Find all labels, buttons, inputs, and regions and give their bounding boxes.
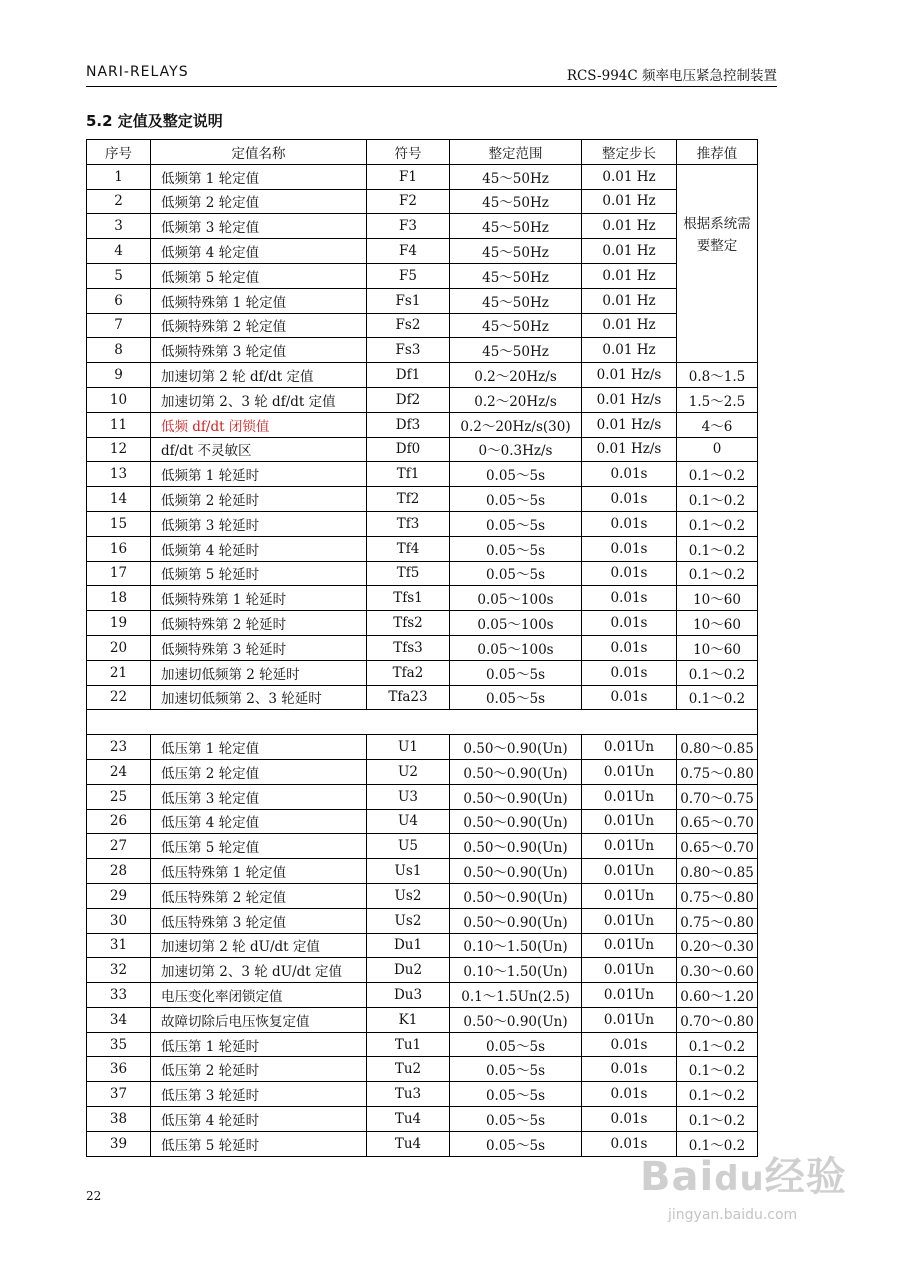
cell-name: 低频第 2 轮定值 <box>151 189 367 214</box>
cell-step: 0.01Un <box>582 983 677 1008</box>
header-range: 整定范围 <box>450 140 582 165</box>
table-row <box>87 635 758 660</box>
cell-name: 低频第 4 轮定值 <box>151 239 367 264</box>
settings-table <box>86 139 758 1157</box>
cell-name: 低频第 5 轮定值 <box>151 263 367 288</box>
cell-range: 0.05～100s <box>450 611 582 636</box>
header-symbol: 符号 <box>367 140 450 165</box>
cell-step: 0.01s <box>582 1032 677 1057</box>
cell-step: 0.01s <box>582 1131 677 1156</box>
watermark-logo: Baidu经验 <box>640 1154 847 1200</box>
cell-recommended: 0.20～0.30 <box>677 933 758 958</box>
cell-recommended: 0.1～0.2 <box>677 1131 758 1156</box>
cell-recommended: 0.30～0.60 <box>677 958 758 983</box>
cell-name: 低压第 5 轮定值 <box>151 834 367 859</box>
cell-no: 18 <box>87 586 151 611</box>
cell-step: 0.01 Hz/s <box>582 412 677 437</box>
table-row <box>87 214 758 239</box>
cell-name: 低频特殊第 3 轮延时 <box>151 635 367 660</box>
cell-range: 0.50～0.90(Un) <box>450 834 582 859</box>
table-row <box>87 685 758 710</box>
cell-range: 0.05～100s <box>450 586 582 611</box>
cell-step: 0.01Un <box>582 859 677 884</box>
cell-range: 0.50～0.90(Un) <box>450 908 582 933</box>
table-row <box>87 908 758 933</box>
cell-no: 3 <box>87 214 151 239</box>
cell-symbol: Fs2 <box>367 313 450 338</box>
cell-no: 4 <box>87 239 151 264</box>
cell-step: 0.01Un <box>582 759 677 784</box>
cell-no: 35 <box>87 1032 151 1057</box>
cell-no: 2 <box>87 189 151 214</box>
cell-no: 15 <box>87 511 151 536</box>
cell-range: 45～50Hz <box>450 164 582 189</box>
cell-recommended: 0.60～1.20 <box>677 983 758 1008</box>
cell-recommended-merged: 根据系统需要整定 <box>677 164 758 362</box>
cell-no: 28 <box>87 859 151 884</box>
cell-name: 加速切低频第 2 轮延时 <box>151 660 367 685</box>
cell-recommended: 10～60 <box>677 635 758 660</box>
cell-no: 34 <box>87 1007 151 1032</box>
cell-name: 低压第 1 轮定值 <box>151 735 367 760</box>
cell-no: 16 <box>87 536 151 561</box>
cell-name: 低压第 2 轮延时 <box>151 1057 367 1082</box>
cell-range: 0.05～5s <box>450 685 582 710</box>
table-row <box>87 735 758 760</box>
table-row <box>87 883 758 908</box>
cell-range: 0.05～5s <box>450 487 582 512</box>
cell-symbol: Tf1 <box>367 462 450 487</box>
cell-recommended: 0.8～1.5 <box>677 363 758 388</box>
table-row <box>87 611 758 636</box>
cell-recommended: 0.70～0.75 <box>677 784 758 809</box>
cell-step: 0.01s <box>582 511 677 536</box>
watermark-url: jingyan.baidu.com <box>668 1207 798 1223</box>
cell-symbol: F2 <box>367 189 450 214</box>
cell-symbol: Du3 <box>367 983 450 1008</box>
cell-symbol: Us1 <box>367 859 450 884</box>
cell-symbol: Df1 <box>367 363 450 388</box>
table-row <box>87 1082 758 1107</box>
cell-step: 0.01s <box>582 536 677 561</box>
table-row <box>87 1107 758 1132</box>
cell-range: 0.50～0.90(Un) <box>450 784 582 809</box>
cell-range: 0.2～20Hz/s(30) <box>450 412 582 437</box>
cell-step: 0.01 Hz <box>582 214 677 239</box>
cell-step: 0.01 Hz/s <box>582 437 677 462</box>
cell-step: 0.01s <box>582 660 677 685</box>
cell-name: 低频第 5 轮延时 <box>151 561 367 586</box>
cell-step: 0.01 Hz <box>582 239 677 264</box>
cell-range: 45～50Hz <box>450 214 582 239</box>
cell-symbol: Df0 <box>367 437 450 462</box>
cell-name: 低频特殊第 2 轮定值 <box>151 313 367 338</box>
cell-step: 0.01Un <box>582 1007 677 1032</box>
cell-step: 0.01 Hz <box>582 288 677 313</box>
cell-recommended: 0.1～0.2 <box>677 511 758 536</box>
table-row <box>87 1007 758 1032</box>
table-row <box>87 586 758 611</box>
cell-step: 0.01s <box>582 487 677 512</box>
cell-step: 0.01 Hz <box>582 313 677 338</box>
cell-symbol: Tu2 <box>367 1057 450 1082</box>
cell-no: 36 <box>87 1057 151 1082</box>
cell-range: 0.05～5s <box>450 660 582 685</box>
cell-range: 0.2～20Hz/s <box>450 387 582 412</box>
cell-name: 低压第 3 轮定值 <box>151 784 367 809</box>
table-row <box>87 437 758 462</box>
cell-recommended: 0.1～0.2 <box>677 487 758 512</box>
cell-name: 低频第 1 轮定值 <box>151 164 367 189</box>
cell-symbol: U2 <box>367 759 450 784</box>
table-row <box>87 164 758 189</box>
cell-symbol: Tu3 <box>367 1082 450 1107</box>
table-row <box>87 958 758 983</box>
cell-no: 22 <box>87 685 151 710</box>
cell-name: 低频第 2 轮延时 <box>151 487 367 512</box>
cell-recommended: 0.75～0.80 <box>677 759 758 784</box>
table-row <box>87 834 758 859</box>
cell-name: 低压第 4 轮定值 <box>151 809 367 834</box>
cell-name: 低频特殊第 1 轮定值 <box>151 288 367 313</box>
table-separator-row <box>87 710 758 735</box>
cell-no: 1 <box>87 164 151 189</box>
cell-no: 25 <box>87 784 151 809</box>
cell-step: 0.01 Hz/s <box>582 363 677 388</box>
cell-step: 0.01Un <box>582 784 677 809</box>
cell-range: 0.05～5s <box>450 511 582 536</box>
cell-range: 0.50～0.90(Un) <box>450 1007 582 1032</box>
header-doc-title: RCS-994C 频率电压紧急控制装置 <box>566 68 777 84</box>
cell-range: 0.50～0.90(Un) <box>450 883 582 908</box>
cell-no: 31 <box>87 933 151 958</box>
table-row <box>87 660 758 685</box>
cell-recommended: 0.80～0.85 <box>677 735 758 760</box>
cell-symbol: Fs3 <box>367 338 450 363</box>
cell-no: 12 <box>87 437 151 462</box>
cell-range: 0.05～5s <box>450 1057 582 1082</box>
cell-symbol: Du2 <box>367 958 450 983</box>
cell-step: 0.01Un <box>582 908 677 933</box>
header-brand: NARI-RELAYS <box>86 64 189 80</box>
cell-symbol: Us2 <box>367 883 450 908</box>
cell-range: 45～50Hz <box>450 239 582 264</box>
table-row <box>87 1057 758 1082</box>
cell-range: 0.05～5s <box>450 1131 582 1156</box>
table-row <box>87 263 758 288</box>
table-row <box>87 412 758 437</box>
cell-recommended: 0.65～0.70 <box>677 834 758 859</box>
cell-no: 17 <box>87 561 151 586</box>
cell-symbol: Tfa2 <box>367 660 450 685</box>
cell-range: 45～50Hz <box>450 189 582 214</box>
cell-step: 0.01s <box>582 685 677 710</box>
cell-name: 低频特殊第 2 轮延时 <box>151 611 367 636</box>
cell-name: 低频第 1 轮延时 <box>151 462 367 487</box>
cell-no: 33 <box>87 983 151 1008</box>
cell-range: 0.50～0.90(Un) <box>450 809 582 834</box>
cell-name: 加速切第 2、3 轮 df/dt 定值 <box>151 387 367 412</box>
cell-no: 9 <box>87 363 151 388</box>
table-row <box>87 1032 758 1057</box>
cell-range: 45～50Hz <box>450 338 582 363</box>
cell-name: 低压第 4 轮延时 <box>151 1107 367 1132</box>
cell-name: 低压第 3 轮延时 <box>151 1082 367 1107</box>
cell-symbol: Df2 <box>367 387 450 412</box>
cell-name: 低压特殊第 3 轮定值 <box>151 908 367 933</box>
cell-no: 14 <box>87 487 151 512</box>
cell-step: 0.01Un <box>582 933 677 958</box>
cell-symbol: K1 <box>367 1007 450 1032</box>
cell-symbol: Tfa23 <box>367 685 450 710</box>
cell-no: 24 <box>87 759 151 784</box>
cell-range: 0.50～0.90(Un) <box>450 735 582 760</box>
header-recommended: 推荐值 <box>677 140 758 165</box>
cell-name: 低压第 2 轮定值 <box>151 759 367 784</box>
cell-recommended: 0.1～0.2 <box>677 1057 758 1082</box>
table-body <box>87 164 758 1156</box>
cell-step: 0.01 Hz <box>582 164 677 189</box>
cell-range: 0.1～1.5Un(2.5) <box>450 983 582 1008</box>
table-row <box>87 561 758 586</box>
cell-step: 0.01s <box>582 1057 677 1082</box>
cell-symbol: Tf4 <box>367 536 450 561</box>
cell-range: 0.05～100s <box>450 635 582 660</box>
cell-range: 0.2～20Hz/s <box>450 363 582 388</box>
cell-symbol: Tfs1 <box>367 586 450 611</box>
page-number: 22 <box>86 1189 102 1203</box>
table-row <box>87 338 758 363</box>
cell-symbol: F4 <box>367 239 450 264</box>
cell-range: 0～0.3Hz/s <box>450 437 582 462</box>
cell-range: 0.10～1.50(Un) <box>450 933 582 958</box>
table-row <box>87 462 758 487</box>
cell-step: 0.01Un <box>582 883 677 908</box>
cell-no: 6 <box>87 288 151 313</box>
cell-no: 23 <box>87 735 151 760</box>
cell-no: 39 <box>87 1131 151 1156</box>
cell-step: 0.01s <box>582 561 677 586</box>
cell-symbol: Tfs3 <box>367 635 450 660</box>
table-row <box>87 933 758 958</box>
cell-symbol: Tu4 <box>367 1107 450 1132</box>
cell-recommended: 0.65～0.70 <box>677 809 758 834</box>
cell-recommended: 0.75～0.80 <box>677 883 758 908</box>
cell-no: 19 <box>87 611 151 636</box>
cell-symbol: F3 <box>367 214 450 239</box>
cell-range: 45～50Hz <box>450 263 582 288</box>
table-row <box>87 784 758 809</box>
cell-range: 0.05～5s <box>450 462 582 487</box>
cell-name: 加速切低频第 2、3 轮延时 <box>151 685 367 710</box>
cell-step: 0.01 Hz <box>582 338 677 363</box>
separator-cell <box>87 710 758 735</box>
cell-name: 加速切第 2 轮 df/dt 定值 <box>151 363 367 388</box>
cell-recommended: 0.1～0.2 <box>677 1032 758 1057</box>
cell-recommended: 0.1～0.2 <box>677 536 758 561</box>
table-row <box>87 239 758 264</box>
cell-no: 11 <box>87 412 151 437</box>
cell-no: 13 <box>87 462 151 487</box>
header-name: 定值名称 <box>151 140 367 165</box>
cell-symbol: U3 <box>367 784 450 809</box>
cell-range: 45～50Hz <box>450 313 582 338</box>
cell-name: 低频 df/dt 闭锁值 <box>151 412 367 437</box>
cell-no: 29 <box>87 883 151 908</box>
cell-name: 电压变化率闭锁定值 <box>151 983 367 1008</box>
cell-symbol: U1 <box>367 735 450 760</box>
cell-step: 0.01s <box>582 586 677 611</box>
watermark <box>640 1145 850 1245</box>
cell-recommended: 10～60 <box>677 611 758 636</box>
cell-range: 0.05～5s <box>450 1032 582 1057</box>
table-row <box>87 759 758 784</box>
table-row <box>87 288 758 313</box>
cell-symbol: U4 <box>367 809 450 834</box>
cell-range: 0.50～0.90(Un) <box>450 759 582 784</box>
cell-no: 30 <box>87 908 151 933</box>
cell-name: 低压第 1 轮延时 <box>151 1032 367 1057</box>
cell-symbol: Tu4 <box>367 1131 450 1156</box>
cell-symbol: Tf2 <box>367 487 450 512</box>
cell-symbol: Us2 <box>367 908 450 933</box>
cell-recommended: 0.1～0.2 <box>677 660 758 685</box>
cell-name: 低频第 3 轮延时 <box>151 511 367 536</box>
cell-recommended: 4～6 <box>677 412 758 437</box>
cell-recommended: 0.1～0.2 <box>677 462 758 487</box>
cell-symbol: Tfs2 <box>367 611 450 636</box>
cell-name: 低频特殊第 1 轮延时 <box>151 586 367 611</box>
cell-symbol: Fs1 <box>367 288 450 313</box>
cell-symbol: Tf5 <box>367 561 450 586</box>
cell-step: 0.01s <box>582 635 677 660</box>
table-row <box>87 859 758 884</box>
cell-symbol: U5 <box>367 834 450 859</box>
cell-recommended: 10～60 <box>677 586 758 611</box>
cell-symbol: F5 <box>367 263 450 288</box>
cell-symbol: Df3 <box>367 412 450 437</box>
cell-no: 10 <box>87 387 151 412</box>
cell-symbol: Du1 <box>367 933 450 958</box>
table-row <box>87 536 758 561</box>
cell-name: 低频特殊第 3 轮定值 <box>151 338 367 363</box>
cell-no: 32 <box>87 958 151 983</box>
cell-range: 0.05～5s <box>450 536 582 561</box>
table-row <box>87 511 758 536</box>
cell-no: 38 <box>87 1107 151 1132</box>
table-row <box>87 809 758 834</box>
cell-name: 低压特殊第 1 轮定值 <box>151 859 367 884</box>
cell-range: 0.05～5s <box>450 561 582 586</box>
cell-step: 0.01Un <box>582 735 677 760</box>
cell-step: 0.01s <box>582 1082 677 1107</box>
cell-range: 0.50～0.90(Un) <box>450 859 582 884</box>
table-row <box>87 387 758 412</box>
cell-name: 低压特殊第 2 轮定值 <box>151 883 367 908</box>
cell-recommended: 0.80～0.85 <box>677 859 758 884</box>
cell-step: 0.01s <box>582 611 677 636</box>
cell-step: 0.01Un <box>582 809 677 834</box>
cell-step: 0.01Un <box>582 958 677 983</box>
cell-step: 0.01 Hz <box>582 263 677 288</box>
cell-range: 0.05～5s <box>450 1082 582 1107</box>
cell-no: 26 <box>87 809 151 834</box>
cell-name: 低频第 4 轮延时 <box>151 536 367 561</box>
cell-no: 27 <box>87 834 151 859</box>
cell-recommended: 0 <box>677 437 758 462</box>
cell-recommended: 1.5～2.5 <box>677 387 758 412</box>
cell-recommended: 0.1～0.2 <box>677 685 758 710</box>
cell-symbol: Tf3 <box>367 511 450 536</box>
cell-no: 8 <box>87 338 151 363</box>
page-header <box>86 58 777 87</box>
cell-step: 0.01s <box>582 462 677 487</box>
cell-name: df/dt 不灵敏区 <box>151 437 367 462</box>
table-row <box>87 983 758 1008</box>
cell-name: 低压第 5 轮延时 <box>151 1131 367 1156</box>
cell-recommended: 0.75～0.80 <box>677 908 758 933</box>
cell-step: 0.01 Hz <box>582 189 677 214</box>
cell-name: 加速切第 2、3 轮 dU/dt 定值 <box>151 958 367 983</box>
cell-range: 0.10～1.50(Un) <box>450 958 582 983</box>
table-row <box>87 363 758 388</box>
cell-step: 0.01 Hz/s <box>582 387 677 412</box>
cell-recommended: 0.1～0.2 <box>677 1082 758 1107</box>
cell-no: 7 <box>87 313 151 338</box>
cell-recommended: 0.70～0.80 <box>677 1007 758 1032</box>
cell-no: 5 <box>87 263 151 288</box>
cell-step: 0.01Un <box>582 834 677 859</box>
cell-symbol: F1 <box>367 164 450 189</box>
section-title: 5.2 定值及整定说明 <box>86 112 223 130</box>
cell-symbol: Tu1 <box>367 1032 450 1057</box>
table-header-row <box>87 140 758 165</box>
cell-range: 0.05～5s <box>450 1107 582 1132</box>
cell-recommended: 0.1～0.2 <box>677 561 758 586</box>
table-row <box>87 487 758 512</box>
cell-recommended: 0.1～0.2 <box>677 1107 758 1132</box>
cell-range: 45～50Hz <box>450 288 582 313</box>
table-row <box>87 313 758 338</box>
cell-no: 37 <box>87 1082 151 1107</box>
cell-name: 加速切第 2 轮 dU/dt 定值 <box>151 933 367 958</box>
cell-no: 21 <box>87 660 151 685</box>
cell-step: 0.01s <box>582 1107 677 1132</box>
table-row <box>87 189 758 214</box>
header-no: 序号 <box>87 140 151 165</box>
cell-name: 低频第 3 轮定值 <box>151 214 367 239</box>
header-step: 整定步长 <box>582 140 677 165</box>
cell-name: 故障切除后电压恢复定值 <box>151 1007 367 1032</box>
cell-no: 20 <box>87 635 151 660</box>
